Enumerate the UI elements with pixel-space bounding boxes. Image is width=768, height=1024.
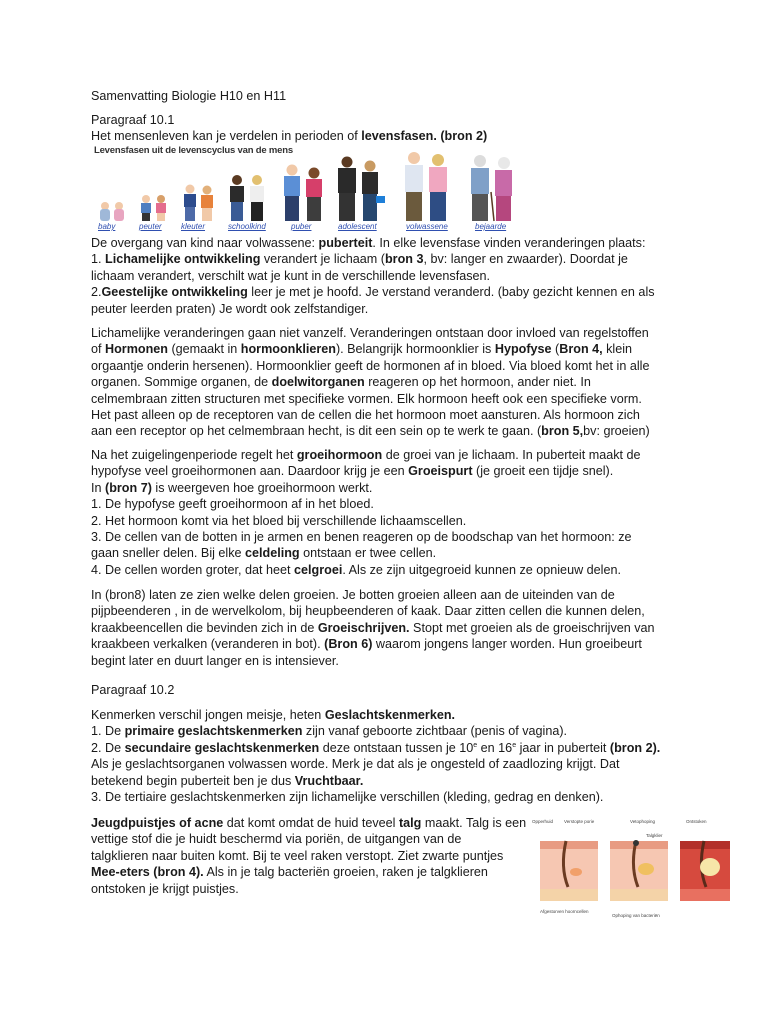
figure-child: [184, 185, 213, 222]
figure-title: Levensfasen uit de levenscyclus van de mens: [94, 145, 293, 156]
figure-baby: [100, 202, 124, 221]
figure-elderly: [471, 155, 512, 221]
lifecycle-label: kleuter: [181, 222, 206, 231]
skin-panel-inflamed: [680, 841, 730, 901]
acne-figure-label: Ontstoken: [686, 819, 707, 824]
intro-line: Het mensenleven kan je verdelen in perioden of levensfasen. (bron 2): [91, 129, 488, 144]
lifecycle-figure: [92, 144, 519, 234]
lifecycle-label: adolescent: [338, 222, 377, 231]
paragraph-hormones: Lichamelijke veranderingen gaan niet vanzelf. Veranderingen ontstaan door invloed van regelstoffen of Hormonen (gemaakt in hormoonklieren). Belangrijk hormoonklier is Hypofyse (Bron 4, klein orgaantje onderin hersenen). Hormoonklier geeft de hormonen af in bloed. Via bloed komt het in alle organen. Sommige organen, de doelwitorganen reageren op het hormoon, ander niet. In celmembraan zitten structuren met specifieke vormen. Elk hormoon heeft ook een specifieke vorm. Het past alleen op de receptoren van de cellen die het hormoon moet aansturen. Als hormoon zich aan een receptor op het celmembraan hecht, is dit een sein op te werk te gaan. (bron 5,bv: groeien): [91, 326, 650, 439]
skin-panel-normal: [540, 841, 598, 901]
lifecycle-label: puber: [291, 222, 312, 231]
paragraph-puberty: De overgang van kind naar volwassene: puberteit. In elke levensfase vinden veranderingen plaats: 1. Lichamelijke ontwikkeling verandert je lichaam (bron 3, bv: langer en zwaarder). Doordat je lichaam verandert, verschilt wat je kunt in de verschillende levensfasen. 2.Geestelijke ontwikkeling leer je met je hoofd. Je verstand veranderd. (baby gezicht kennen en als peuter leerden praten) Je wordt ook zelfstandiger.: [91, 236, 655, 316]
lifecycle-illustration: [92, 144, 519, 234]
figure-adult: [405, 152, 447, 221]
acne-figure-label: Opperhuid: [532, 819, 554, 824]
lifecycle-label: bejaarde: [475, 222, 507, 231]
acne-figure-label: Afgestorven hoorncellen: [540, 909, 589, 914]
figure-teen: [284, 165, 322, 222]
figure-toddler: [141, 195, 166, 221]
lifecycle-label: peuter: [139, 222, 162, 231]
figure-adolescent: [338, 157, 385, 222]
lifecycle-label: schoolkind: [228, 222, 266, 231]
acne-figure-label: Talgklier: [646, 833, 663, 838]
skin-panel-blocked: [610, 840, 668, 901]
paragraph-growth-plates: In (bron8) laten ze zien welke delen groeien. Je botten groeien alleen aan de uiteinden van de pijpbeenderen , in de wervelkolom, bij heupbeenderen of kaak. Daar zitten cellen die kunnen delen, kraakbeencellen die bevinden zich in de Groeischrijven. Stopt met groeien als de groeischrijven van kraakbeen verkalken (veranderen in bot). (Bron 6) waarom jongens langer worden. Hun groeibeurt begint later en duurt langer en is intensiever.: [91, 588, 655, 668]
document-title: Samenvatting Biologie H10 en H11: [91, 89, 287, 103]
paragraph-acne: Jeugdpuistjes of acne dat komt omdat de huid teveel talg maakt. Talg is een vettige stof die je huidt beschermd via poriën, de uitgangen van de talgklieren naar buiten komt. Bij te veel raken verstopt. Ziet zwarte puntjes Mee-eters (bron 4). Als in je talg bacteriën groeien, raken je talgklieren ontstoken je krijgt puistjes.: [91, 816, 527, 896]
acne-figure-label: Ophoping van bacteriën: [612, 913, 660, 918]
section-heading: Paragraaf 10.1: [91, 113, 175, 127]
acne-figure-label: Verstopte porie: [564, 819, 595, 824]
acne-figure: [530, 817, 731, 925]
lifecycle-label: volwassene: [406, 222, 448, 231]
lifecycle-label: baby: [98, 222, 116, 231]
paragraph-sex-characteristics: Kenmerken verschil jongen meisje, heten Geslachtskenmerken. 1. De primaire geslachtskenmerken zijn vanaf geboorte zichtbaar (penis of vagina). 2. De secundaire geslachtskenmerken deze ontstaan tussen je 10e en 16e jaar in puberteit (bron 2). Als je geslachtsorganen volwassen worde. Merk je dat als je ongesteld of zaadlozing krijgt. Dat betekend begin puberteit ben je dus Vruchtbaar. 3. De tertiaire geslachtskenmerken zijn lichamelijke verschillen (kleding, gedrag en denken).: [91, 708, 661, 805]
section-10-2-heading: Paragraaf 10.2: [91, 683, 175, 697]
section-10-1: [91, 112, 691, 145]
figure-schoolchild: [230, 175, 264, 221]
paragraph-growth-hormone: Na het zuigelingenperiode regelt het groeihormoon de groei van je lichaam. In puberteit maakt de hypofyse veel groeihormonen aan. Daardoor krijg je een Groeispurt (je groeit een tijdje snel). In (bron 7) is weergeven hoe groeihormoon werkt. 1. De hypofyse geeft groeihormoon af in het bloed. 2. Het hormoon komt via het bloed bij verschillende lichaamscellen. 3. De cellen van de botten in je armen en benen reageren op de boodschap van het hormoon: ze gaan sneller delen. Bij elke celdeling ontstaan er twee cellen. 4. De cellen worden groter, dat heet celgroei. Als ze zijn uitgegroeid kunnen ze opnieuw delen.: [91, 448, 641, 577]
acne-figure-label: Vetophoping: [630, 819, 656, 824]
